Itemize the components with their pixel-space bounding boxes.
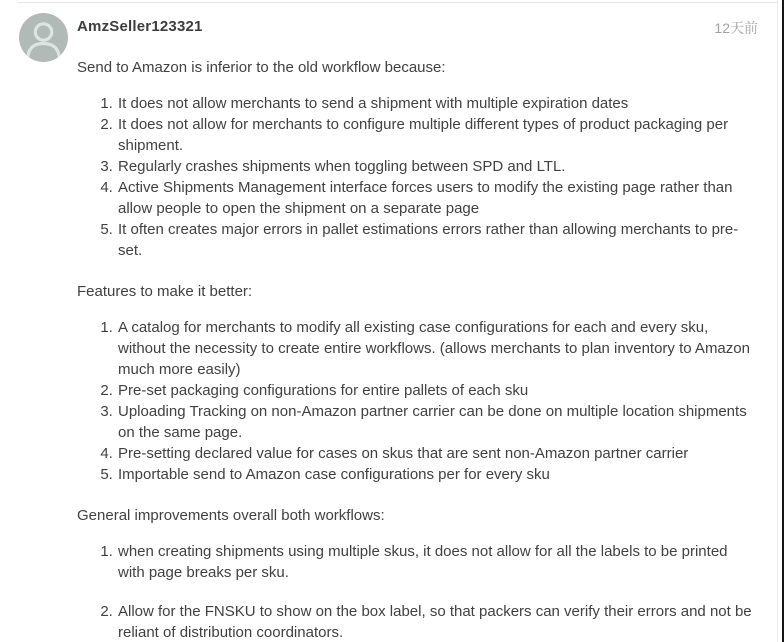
list-item: 4. Pre-setting declared value for cases on skus that are sent non-Amazon partner carrier [117, 443, 758, 464]
list-item: 5. It often creates major errors in pallet estimations errors rather than allowing merchants to pre-set. [117, 219, 758, 261]
right-inner-divider [777, 0, 778, 642]
general-heading: General improvements overall both workflows: [77, 507, 385, 524]
list-item: 1. A catalog for merchants to modify all existing case configurations for each and every sku, without the necessity to create entire workflows. (allows merchants to plan inventory to Amazon much more easily) [117, 317, 758, 380]
timestamp: 12天前 [714, 20, 758, 36]
complaints-list [77, 93, 758, 261]
list-item: 1. when creating shipments using multiple skus, it does not allow for all the labels to be printed with page breaks per sku. [117, 541, 758, 583]
list-item: 3. Regularly crashes shipments when toggling between SPD and LTL. [117, 156, 758, 177]
comment-header [77, 18, 758, 38]
comment-body [77, 50, 758, 642]
username[interactable]: AmzSeller123321 [77, 18, 203, 35]
list-item: 2. Pre-set packaging configurations for entire pallets of each sku [117, 380, 758, 401]
general-list [77, 541, 758, 642]
person-icon [19, 13, 68, 62]
list-item: 5. Importable send to Amazon case configurations per for every sku [117, 464, 758, 485]
top-divider [18, 2, 778, 3]
list-item: 2. Allow for the FNSKU to show on the box label, so that packers can verify their errors and not be reliant of distribution coordinators. [117, 601, 758, 642]
list-item: 4. Active Shipments Management interface forces users to modify the existing page rather than allow people to open the shipment on a separate page [117, 177, 758, 219]
list-item: 3. Uploading Tracking on non-Amazon partner carrier can be done on multiple location shipments on the same page. [117, 401, 758, 443]
features-heading: Features to make it better: [77, 283, 253, 300]
list-item: 2. It does not allow for merchants to configure multiple different types of product packaging per shipment. [117, 114, 758, 156]
avatar[interactable] [19, 13, 68, 62]
features-list [77, 317, 758, 485]
list-item: 1. It does not allow merchants to send a shipment with multiple expiration dates [117, 93, 758, 114]
intro-paragraph: Send to Amazon is inferior to the old workflow because: [77, 59, 446, 76]
